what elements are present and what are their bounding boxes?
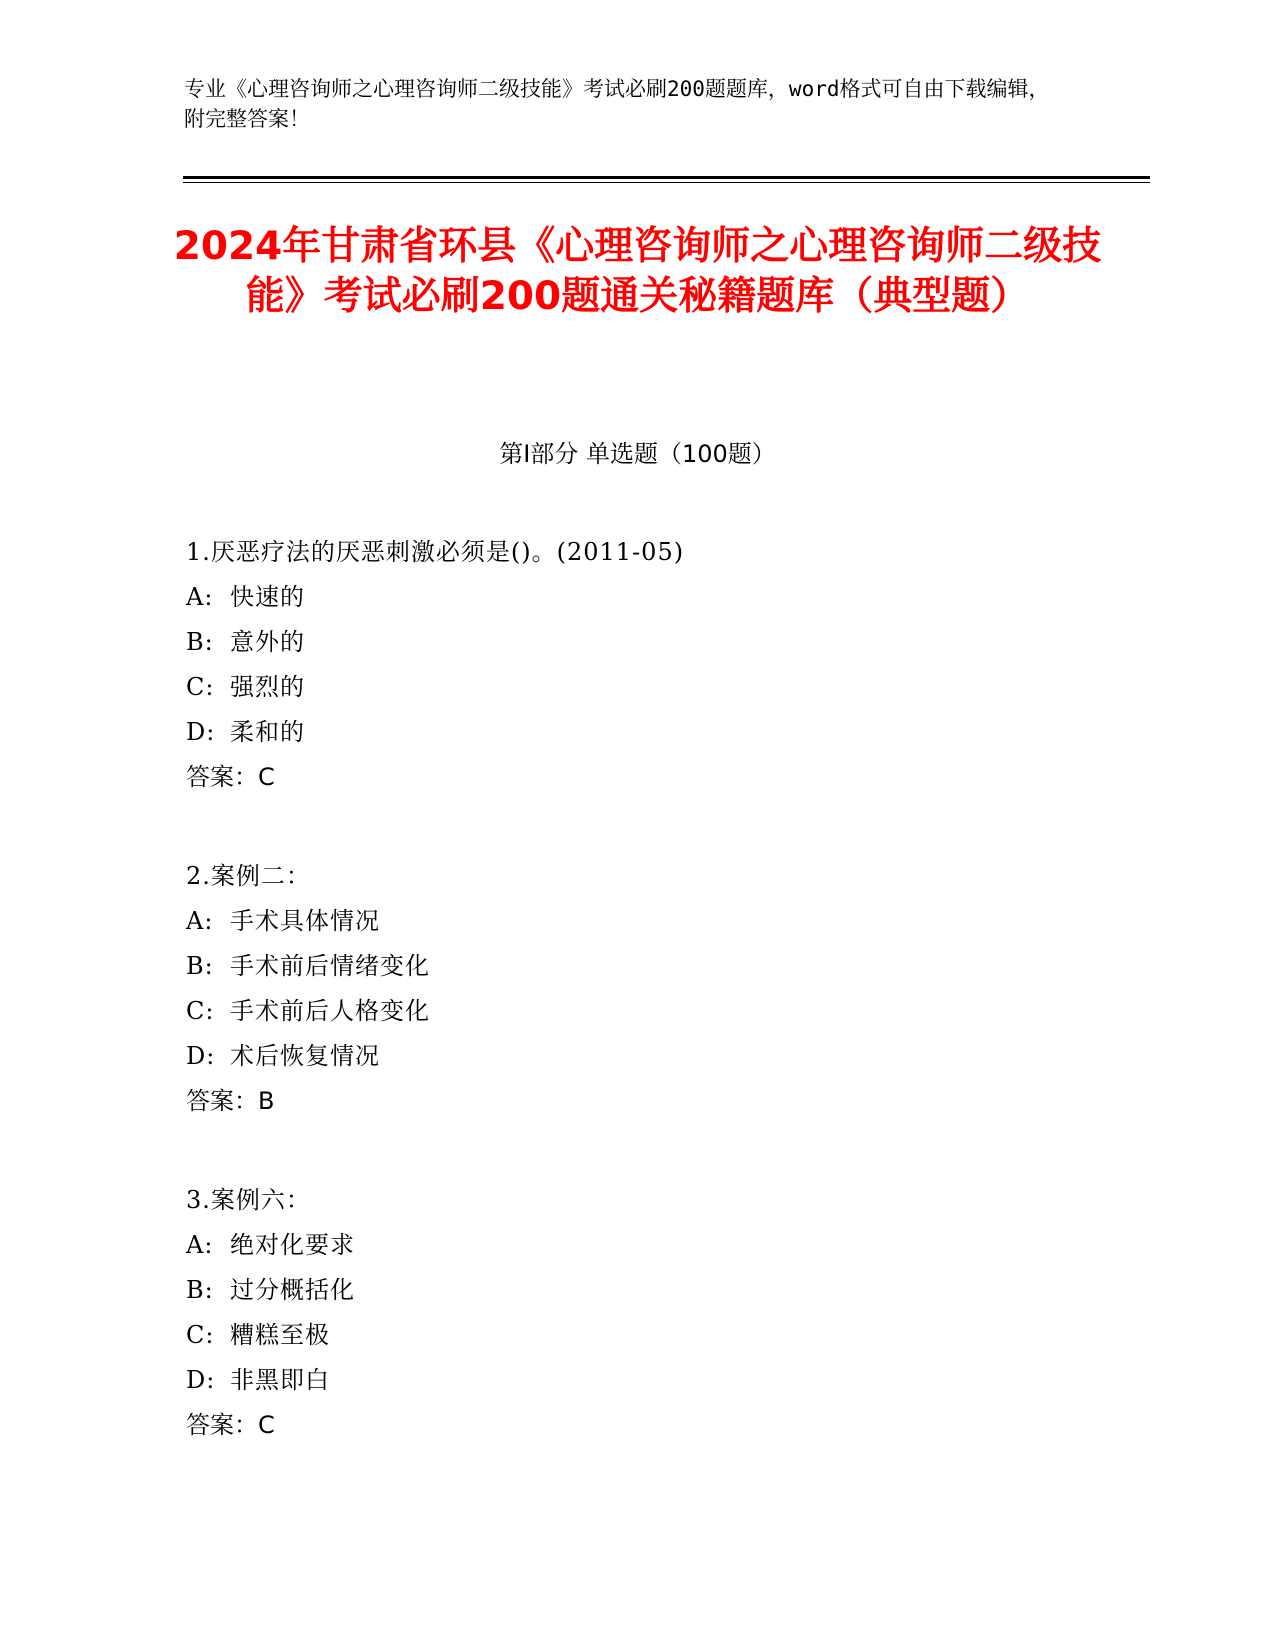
option-text: 非黑即白 (230, 1366, 330, 1394)
option-key: A: (186, 583, 214, 611)
question-list (186, 530, 1166, 1502)
option-key: C: (186, 673, 215, 701)
option-key: D: (186, 1366, 216, 1394)
option-key: C: (186, 997, 215, 1025)
option-a (186, 1223, 1166, 1268)
option-key: B: (186, 952, 214, 980)
question-stem: 1.厌恶疗法的厌恶刺激必须是()。(2011-05) (186, 538, 685, 566)
option-text: 手术前后情绪变化 (230, 952, 430, 980)
option-a (186, 899, 1166, 944)
option-text: 意外的 (230, 628, 305, 656)
option-b (186, 944, 1166, 989)
option-key: A: (186, 1231, 214, 1259)
question-stem: 2.案例二： (186, 862, 311, 890)
option-text: 快速的 (230, 583, 305, 611)
header-divider-thick (183, 176, 1150, 179)
section-title: 第Ⅰ部分 单选题（100题） (499, 440, 776, 468)
option-text: 强烈的 (230, 673, 305, 701)
question-item (186, 1178, 1166, 1448)
question-item (186, 530, 1166, 800)
option-c (186, 989, 1166, 1034)
option-text: 术后恢复情况 (230, 1042, 380, 1070)
question-item (186, 854, 1166, 1124)
answer-line: 答案：B (186, 1087, 275, 1115)
option-d (186, 1034, 1166, 1079)
option-d (186, 1358, 1166, 1403)
option-c (186, 665, 1166, 710)
option-key: A: (186, 907, 214, 935)
option-c (186, 1313, 1166, 1358)
option-key: D: (186, 1042, 216, 1070)
option-text: 绝对化要求 (230, 1231, 355, 1259)
document-title: 2024年甘肃省环县《心理咨询师之心理咨询师二级技能》考试必刷200题通关秘籍题库（典型题） (173, 224, 1102, 319)
option-text: 手术前后人格变化 (230, 997, 430, 1025)
option-b (186, 620, 1166, 665)
option-text: 柔和的 (230, 718, 305, 746)
answer-line: 答案：C (186, 1411, 275, 1439)
option-key: C: (186, 1321, 215, 1349)
option-text: 手术具体情况 (230, 907, 380, 935)
option-text: 糟糕至极 (230, 1321, 330, 1349)
header-divider-thin (183, 182, 1150, 183)
option-d (186, 710, 1166, 755)
option-b (186, 1268, 1166, 1313)
option-key: B: (186, 628, 214, 656)
option-key: D: (186, 718, 216, 746)
option-a (186, 575, 1166, 620)
option-text: 过分概括化 (230, 1276, 355, 1304)
answer-line: 答案：C (186, 763, 275, 791)
question-stem: 3.案例六： (186, 1186, 311, 1214)
option-key: B: (186, 1276, 214, 1304)
header-note: 专业《心理咨询师之心理咨询师二级技能》考试必刷200题题库，word格式可自由下载编辑，附完整答案！ (184, 77, 1050, 131)
